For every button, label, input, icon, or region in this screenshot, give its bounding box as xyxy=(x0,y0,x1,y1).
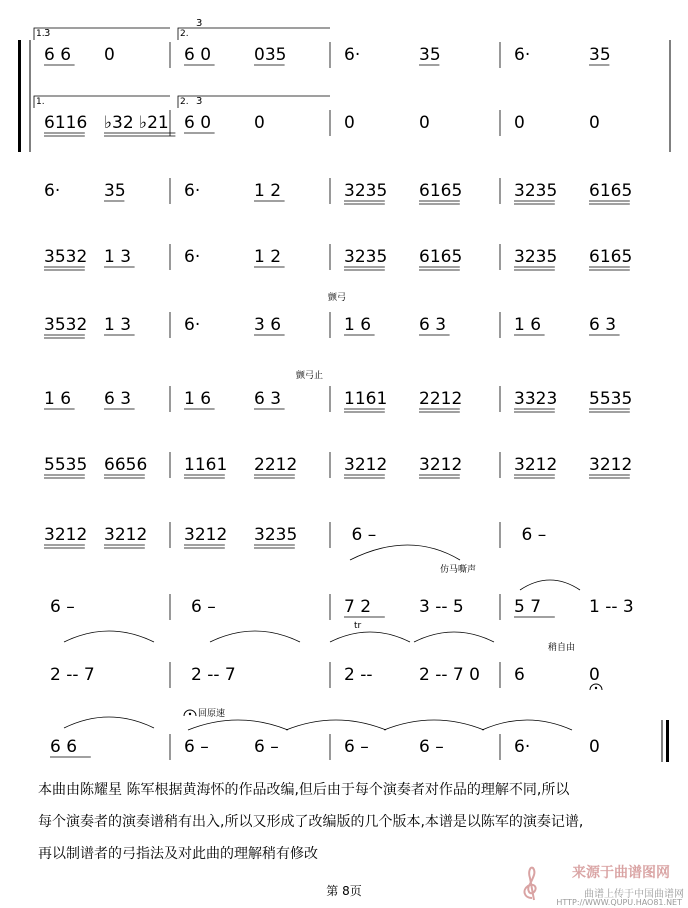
note-group: 3212 xyxy=(344,455,388,475)
note-group: 5 7 xyxy=(514,597,542,617)
note-group: 6· xyxy=(184,181,201,201)
note-group: 0 xyxy=(589,113,600,133)
vibrato-stop-mark: 颤弓止 xyxy=(296,371,324,381)
volta-2-label: 2. xyxy=(180,29,189,39)
note-group: 6116 xyxy=(44,113,88,133)
note-group: 6 – xyxy=(184,737,209,757)
watermark-title: 来源于曲谱图网 xyxy=(572,865,670,881)
note-group: 6 3 xyxy=(104,389,132,409)
volta-1-label: 1. xyxy=(36,97,45,107)
a-tempo-mark: 回原速 xyxy=(198,709,226,719)
note-group: 6 3 xyxy=(589,315,617,335)
note-group: 3 6 xyxy=(254,315,282,335)
note-group: 6 – xyxy=(419,737,444,757)
note-group: 0 xyxy=(514,113,525,133)
note-group: 3212 xyxy=(44,525,88,545)
note-group: 1 6 xyxy=(344,315,372,335)
svg-text:3: 3 xyxy=(44,28,51,39)
svg-text:3: 3 xyxy=(196,18,203,29)
volta-2-label: 2. xyxy=(180,97,189,107)
note-group: 3 -- 5 xyxy=(419,597,464,617)
page-number: 第 8页 xyxy=(326,884,362,898)
note-group: 35 xyxy=(419,45,441,65)
note-group: 6 xyxy=(514,665,525,685)
horse-neigh-mark: 仿马嘶声 xyxy=(440,565,477,575)
note-group: 6 – xyxy=(191,597,216,617)
note-group: 5535 xyxy=(44,455,88,475)
note-group: 2 -- 7 0 xyxy=(419,665,480,685)
note-group: 2212 xyxy=(254,455,298,475)
score-row xyxy=(30,594,670,620)
note-group: 6· xyxy=(514,737,531,757)
note-group: 2212 xyxy=(419,389,463,409)
note-group: 6165 xyxy=(589,247,633,267)
footnote-line-3: 再以制谱者的弓指法及对此曲的理解稍有修改 xyxy=(38,846,318,862)
note-group: 3212 xyxy=(104,525,148,545)
note-group: 6· xyxy=(184,247,201,267)
note-group: 3323 xyxy=(514,389,558,409)
trill-mark: tr xyxy=(354,621,362,631)
score-row xyxy=(30,244,670,270)
freely-mark: 稍自由 xyxy=(548,643,576,653)
score-row xyxy=(30,386,670,412)
note-group: 1161 xyxy=(184,455,228,475)
score-row xyxy=(30,178,670,204)
note-group: 6 0 xyxy=(184,113,212,133)
note-group: 1 6 xyxy=(44,389,72,409)
note-group: ♭32 ♭21 xyxy=(104,113,169,133)
note-group: 1 2 xyxy=(254,181,282,201)
note-group: 6 6 xyxy=(50,737,78,757)
note-group: 7 2 xyxy=(344,597,372,617)
note-group: 6165 xyxy=(589,181,633,201)
note-group: 5535 xyxy=(589,389,633,409)
note-group: 1 3 xyxy=(104,315,132,335)
score-row xyxy=(30,522,670,548)
note-group: 3212 xyxy=(514,455,558,475)
note-group: 6 – xyxy=(351,525,377,545)
note-group: 3212 xyxy=(589,455,633,475)
note-group: 3212 xyxy=(419,455,463,475)
note-group: 6· xyxy=(44,181,61,201)
watermark-subtitle: 曲谱上传于中国曲谱网 xyxy=(584,889,684,900)
note-group: 35 xyxy=(104,181,126,201)
note-group: 3212 xyxy=(184,525,228,545)
note-group: 6 – xyxy=(50,597,75,617)
note-group: 1 3 xyxy=(104,247,132,267)
note-group: 3235 xyxy=(514,247,558,267)
note-group: 6165 xyxy=(419,247,463,267)
note-group: 0 xyxy=(589,665,600,685)
note-group: 1 2 xyxy=(254,247,282,267)
system-bracket xyxy=(18,40,21,152)
note-group: 0 xyxy=(254,113,265,133)
note-group: 1 6 xyxy=(514,315,542,335)
note-group: 6· xyxy=(344,45,361,65)
note-group: 6165 xyxy=(419,181,463,201)
note-group: 6 0 xyxy=(184,45,212,65)
note-group: 6 3 xyxy=(419,315,447,335)
footnote-line-1: 本曲由陈耀星 陈军根据黄海怀的作品改编,但后由于每个演奏者对作品的理解不同,所以 xyxy=(38,782,570,798)
note-group: 6 6 xyxy=(44,45,72,65)
note-group: 0 xyxy=(344,113,355,133)
note-group: 2 -- xyxy=(344,665,373,685)
note-group: 6 3 xyxy=(254,389,282,409)
note-group: 0 xyxy=(419,113,430,133)
note-group: 0 xyxy=(589,737,600,757)
svg-text:3: 3 xyxy=(196,96,203,107)
score-row xyxy=(30,662,670,688)
score-row xyxy=(30,734,670,760)
score-row xyxy=(30,452,670,478)
note-group: 6· xyxy=(184,315,201,335)
score-row xyxy=(30,312,670,338)
note-group: 1 6 xyxy=(184,389,212,409)
note-group: 3235 xyxy=(254,525,298,545)
score-row xyxy=(44,42,611,68)
watermark-url: HTTP://WWW.QUPU.HAO81.NET xyxy=(556,898,682,907)
footnote-line-2: 每个演奏者的演奏谱稍有出入,所以又形成了改编版的几个版本,本谱是以陈军的演奏记谱, xyxy=(38,814,584,830)
note-group: 6 – xyxy=(254,737,279,757)
note-group: 3235 xyxy=(344,247,388,267)
note-group: 1 -- 3 xyxy=(589,597,634,617)
note-group: 35 xyxy=(589,45,611,65)
note-group: 3235 xyxy=(514,181,558,201)
note-group: 6 – xyxy=(344,737,369,757)
note-group: 2 -- 7 xyxy=(191,665,236,685)
note-group: 6 – xyxy=(521,525,547,545)
treble-clef-logo xyxy=(518,864,544,902)
note-group: 2 -- 7 xyxy=(50,665,95,685)
vibrato-mark: 颤弓 xyxy=(328,293,347,303)
note-group: 6· xyxy=(514,45,531,65)
note-group: 3532 xyxy=(44,315,88,335)
note-group: 6656 xyxy=(104,455,148,475)
note-group: 3235 xyxy=(344,181,388,201)
volta-1-label: 1. xyxy=(36,29,45,39)
note-group: 3532 xyxy=(44,247,88,267)
note-group: 1161 xyxy=(344,389,388,409)
note-group: 035 xyxy=(254,45,287,65)
score-row xyxy=(44,110,600,136)
note-group: 0 xyxy=(104,45,115,65)
